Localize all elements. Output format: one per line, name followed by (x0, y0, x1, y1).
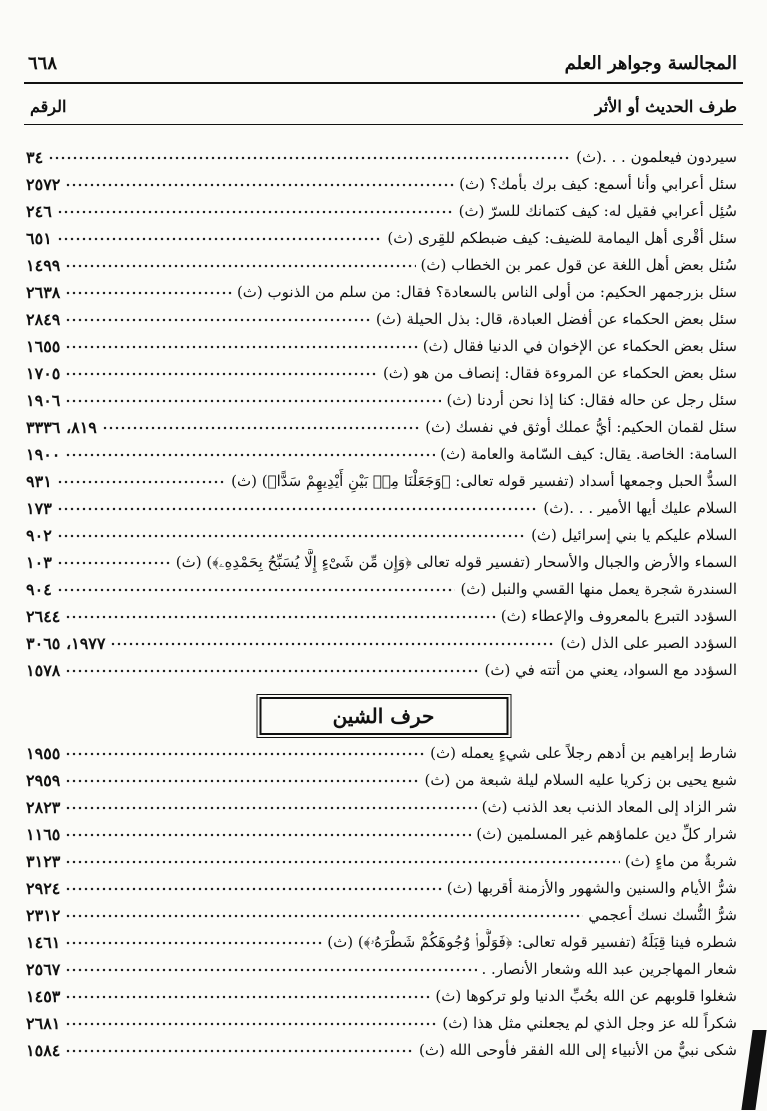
index-entry (26, 767, 737, 794)
entry-number: ٩٣١ (26, 471, 52, 491)
page-header (28, 50, 737, 76)
index-entry (26, 360, 737, 387)
index-entry (26, 1037, 737, 1064)
entry-number: ٢٦٣٨ (26, 282, 61, 302)
entry-number: ٩٠٢ (26, 525, 52, 545)
entry-number: ٣١٢٣ (26, 851, 61, 871)
entry-text: السلام عليك أيها الأمير . . .(ث) (543, 499, 737, 517)
entry-text: شر الزاد إلى المعاد الذنب بعد الذنب (ث) (481, 798, 737, 816)
entry-number: ١١٦٥ (26, 824, 61, 844)
index-entry (26, 414, 737, 441)
index-entry (26, 657, 737, 684)
index-entry (26, 983, 737, 1010)
entry-text: السماء والأرض والجبال والأسحار (تفسير قوله تعالى ﴿وَإِن مِّن شَىْءٍ إِلَّا يُسَبِّحُ بِحَمْدِهِۦ﴾) (ث) (175, 553, 737, 571)
entry-number: ٩٠٤ (26, 579, 52, 599)
entry-text: السندرة شجرة يعمل منها القسي والنبل (ث) (460, 580, 737, 598)
index-entry (26, 848, 737, 875)
index-entry (26, 875, 737, 902)
entry-text: السدُّ الحبل وجمعها أسداد (تفسير قوله تعالى: ﴿وَجَعَلْنَا مِنۢ بَيْنِ أَيْدِيهِمْ سَدًّا﴾) (ث) (231, 472, 737, 490)
dot-leader (65, 261, 415, 271)
entry-number: ١٤٦١ (26, 932, 61, 952)
dot-leader (57, 477, 226, 487)
index-entry (26, 740, 737, 767)
entry-number: ٢٦٤٤ (26, 606, 61, 626)
index-entry (26, 576, 737, 603)
entry-text: شغلوا قلوبهم عن الله بحُبِّ الدنيا ولو تركوها (ث) (435, 987, 737, 1005)
entry-text: شكى نبيٌّ من الأنبياء إلى الله الفقر فأوحى الله (ث) (418, 1041, 737, 1059)
dot-leader (65, 369, 378, 379)
column-header-text: طرف الحديث أو الأثر (594, 96, 737, 116)
index-entry (26, 306, 737, 333)
entry-number: ٢٦٨١ (26, 1013, 61, 1033)
index-entry (26, 956, 737, 983)
index-entry (26, 495, 737, 522)
entry-number: ٢٨٢٣ (26, 797, 61, 817)
index-entry (26, 630, 737, 657)
entry-text: سُئِل أعرابي فقيل له: كيف كتمانك للسرّ (ث) (458, 202, 737, 220)
entry-number: ١٩٠٦ (26, 390, 61, 410)
entry-number: ١٠٣ (26, 552, 52, 572)
entry-text: شربةٌ من ماءٍ (ث) (624, 852, 737, 870)
index-entry (26, 441, 737, 468)
entry-number: ٦٥١ (26, 228, 52, 248)
index-entry (26, 549, 737, 576)
entry-text: شرار كلِّ دين علماؤهم غير المسلمين (ث) (476, 825, 737, 843)
index-entry (26, 333, 737, 360)
index-entry (26, 1010, 737, 1037)
section-heading (259, 697, 508, 735)
entry-number: ٨١٩، ٣٣٣٦ (26, 417, 97, 437)
page-number: ٦٦٨ (28, 52, 58, 74)
page-edge-shadow (741, 1030, 766, 1110)
dot-leader (65, 776, 419, 786)
entry-number: ١٤٥٣ (26, 986, 61, 1006)
index-entry (26, 821, 737, 848)
dot-leader (65, 938, 322, 948)
column-headers (30, 94, 737, 118)
entry-number: ١٩٧٧، ٣٠٦٥ (26, 633, 106, 653)
entry-text: السؤدد التبرع بالمعروف والإعطاء (ث) (500, 607, 737, 625)
dot-leader (65, 450, 435, 460)
dot-leader (65, 884, 441, 894)
dot-leader (65, 857, 619, 867)
index-entry (26, 522, 737, 549)
entry-number: ٢٩٥٩ (26, 770, 61, 790)
dot-leader (57, 234, 383, 244)
dot-leader (65, 803, 476, 813)
entry-text: شرُّ الأيام والسنين والشهور والأزمنة أقربها (ث) (446, 879, 737, 897)
index-entry (26, 468, 737, 495)
entry-number: ٢٣١٢ (26, 905, 61, 925)
book-title: المجالسة وجواهر العلم (564, 52, 737, 74)
entry-text: سئل أعرابي وأنا أسمع: كيف برك بأمك؟ (ث) (459, 175, 737, 193)
entry-text: سئل بعض الحكماء عن الإخوان في الدنيا فقال (ث) (422, 337, 737, 355)
entry-number: ١٩٥٥ (26, 743, 61, 763)
entry-number: ٣٤ (26, 147, 44, 167)
entry-number: ٢٥٦٧ (26, 959, 61, 979)
section-title: حرف الشين (332, 704, 435, 728)
dot-leader (65, 1019, 437, 1029)
index-list-sin (26, 144, 737, 684)
dot-leader (65, 315, 371, 325)
index-entry (26, 171, 737, 198)
entry-text: سئل رجل عن حاله فقال: كنا إذا نحن أردنا (ث) (446, 391, 737, 409)
entry-number: ١٥٨٤ (26, 1040, 61, 1060)
dot-leader (65, 911, 583, 921)
index-entry (26, 902, 737, 929)
dot-leader (65, 1046, 414, 1056)
entry-text: سئل بعض الحكماء عن أفضل العبادة، قال: بذل الحيلة (ث) (375, 310, 737, 328)
index-entry (26, 929, 737, 956)
entry-number: ٢٩٢٤ (26, 878, 61, 898)
dot-leader (57, 558, 171, 568)
entry-number: ١٤٩٩ (26, 255, 61, 275)
entry-text: السؤدد الصبر على الذل (ث) (560, 634, 737, 652)
index-entry (26, 252, 737, 279)
dot-leader (65, 992, 430, 1002)
index-entry (26, 603, 737, 630)
dot-leader (57, 585, 456, 595)
dot-leader (65, 749, 425, 759)
dot-leader (65, 612, 495, 622)
entry-text: السامة: الخاصة. يقال: كيف السّامة والعامة (ث) (440, 445, 737, 463)
index-entry (26, 279, 737, 306)
dot-leader (65, 666, 479, 676)
index-list-shin (26, 740, 737, 1064)
index-entry (26, 225, 737, 252)
entry-text: شعار المهاجرين عبد الله وشعار الأنصار. . (481, 960, 737, 978)
entry-number: ٢٨٤٩ (26, 309, 61, 329)
entry-text: سئل بعض الحكماء عن المروءة فقال: إنصاف من هو (ث) (382, 364, 737, 382)
entry-text: سئل بزرجمهر الحكيم: من أولى الناس بالسعادة؟ فقال: من سلم من الذنوب (ث) (236, 283, 737, 301)
entry-text: السلام عليكم يا بني إسرائيل (ث) (531, 526, 737, 544)
entry-number: ١٧٠٥ (26, 363, 61, 383)
column-header-number: الرقم (30, 96, 67, 116)
index-entry (26, 144, 737, 171)
entry-number: ١٧٣ (26, 498, 52, 518)
entry-text: سئل لقمان الحكيم: أيُّ عملك أوثق في نفسك (ث) (425, 418, 737, 436)
dot-leader (57, 504, 539, 514)
entry-text: شارط إبراهيم بن أدهم رجلاً على شيءٍ يعمله (ث) (430, 744, 737, 762)
entry-number: ١٦٥٥ (26, 336, 61, 356)
entry-text: السؤدد مع السواد، يعني من أتته في (ث) (484, 661, 737, 679)
dot-leader (110, 639, 555, 649)
index-entry (26, 198, 737, 225)
column-header-rule (24, 124, 743, 125)
entry-text: سئل أقْرى أهل اليمامة للضيف: كيف ضبطكم للقِرى (ث) (387, 229, 737, 247)
dot-leader (65, 965, 476, 975)
dot-leader (65, 830, 471, 840)
entry-text: شرُّ النُّسك نسك أعجمي (588, 906, 737, 924)
dot-leader (65, 396, 441, 406)
dot-leader (102, 423, 420, 433)
index-entry (26, 387, 737, 414)
entry-number: ١٥٧٨ (26, 660, 61, 680)
entry-text: شبع يحيى بن زكريا عليه السلام ليلة شبعة من (ث) (424, 771, 737, 789)
entry-text: سيردون فيعلمون . . .(ث) (576, 148, 737, 166)
entry-text: سُئل بعض أهل اللغة عن قول عمر بن الخطاب (ث) (420, 256, 737, 274)
header-rule (24, 82, 743, 84)
entry-number: ٢٤٦ (26, 201, 52, 221)
entry-number: ١٩٠٠ (26, 444, 61, 464)
dot-leader (65, 288, 232, 298)
dot-leader (65, 180, 454, 190)
dot-leader (65, 342, 417, 352)
entry-text: شطره فينا قِبَلَهُ (تفسير قوله تعالى: ﴿فَوَلُّوا۟ وُجُوهَكُمْ شَطْرَهُۥ﴾) (ث) (327, 933, 737, 951)
entry-number: ٢٥٧٢ (26, 174, 61, 194)
dot-leader (57, 531, 526, 541)
dot-leader (48, 153, 571, 163)
entry-text: شكراً لله عز وجل الذي لم يجعلني مثل هذا (ث) (442, 1014, 737, 1032)
index-entry (26, 794, 737, 821)
dot-leader (57, 207, 454, 217)
